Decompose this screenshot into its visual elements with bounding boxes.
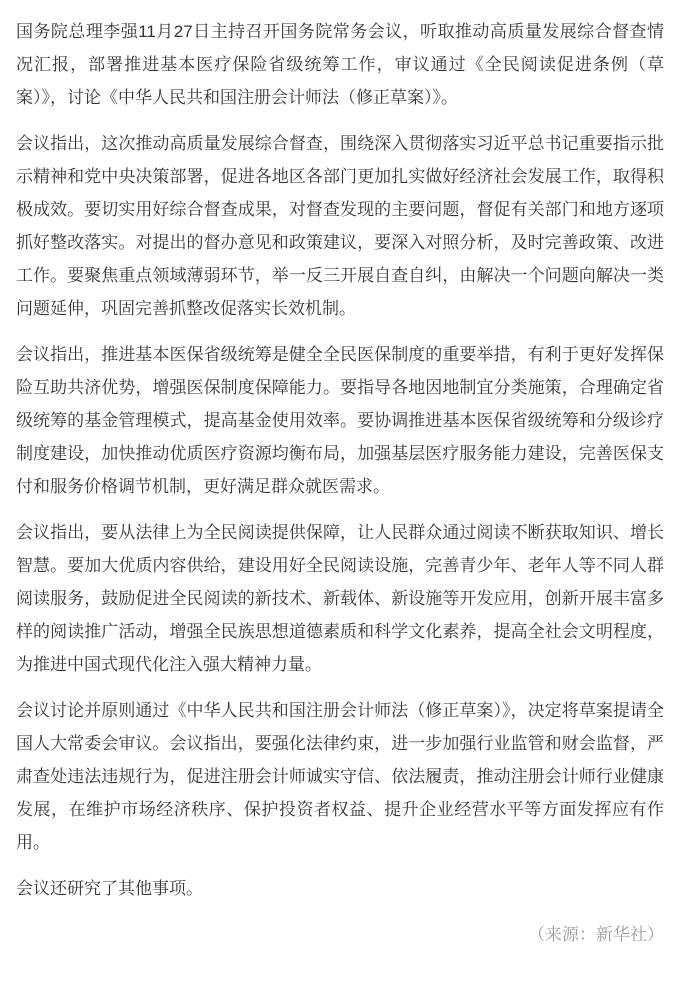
source-attribution: （来源：新华社） — [528, 925, 664, 944]
article-paragraph-lead: 国务院总理李强11月27日主持召开国务院常务会议，听取推动高质量发展综合督查情况汇报，部署推进基本医疗保险省级统筹工作，审议通过《全民阅读促进条例（草案）》，讨论《中华人民共和国注册会计师法（修正草案）》。 — [16, 22, 664, 107]
article-paragraph: 会议还研究了其他事项。 — [16, 879, 203, 898]
article-paragraph: 会议指出，要从法律上为全民阅读提供保障，让人民群众通过阅读不断获取知识、增长智慧。要加大优质内容供给，建设用好全民阅读设施，完善青少年、老年人等不同人群阅读服务，鼓励促进全民阅读的新技术、新载体、新设施等开发应用，创新开展丰富多样的阅读推广活动，增强全民族思想道德素质和科学文化素养，提高全社会文明程度，为推进中国式现代化注入强大精神力量。 — [16, 523, 664, 674]
article-paragraph: 会议讨论并原则通过《中华人民共和国注册会计师法（修正草案）》，决定将草案提请全国人大常委会审议。会议指出，要强化法律约束，进一步加强行业监管和财会监督，严肃查处违法违规行为，促进注册会计师诚实守信、依法履责，推动注册会计师行业健康发展，在维护市场经济秩序、保护投资者权益、提升企业经营水平等方面发挥应有作用。 — [16, 701, 664, 852]
article-paragraph: 会议指出，推进基本医保省级统筹是健全全民医保制度的重要举措，有利于更好发挥保险互助共济优势，增强医保制度保障能力。要指导各地因地制宜分类施策，合理确定省级统筹的基金管理模式，提高基金使用效率。要协调推进基本医保省级统筹和分级诊疗制度建设，加快推动优质医疗资源均衡布局，加强基层医疗服务能力建设，完善医保支付和服务价格调节机制，更好满足群众就医需求。 — [16, 345, 664, 496]
article-paragraph: 会议指出，这次推动高质量发展综合督查，围绕深入贯彻落实习近平总书记重要指示批示精神和党中央决策部署，促进各地区各部门更加扎实做好经济社会发展工作，取得积极成效。要切实用好综合督查成果，对督查发现的主要问题，督促有关部门和地方逐项抓好整改落实。对提出的督办意见和政策建议，要深入对照分析，及时完善政策、改进工作。要聚焦重点领域薄弱环节，举一反三开展自查自纠，由解决一个问题向解决一类问题延伸，巩固完善抓整改促落实长效机制。 — [16, 134, 664, 318]
